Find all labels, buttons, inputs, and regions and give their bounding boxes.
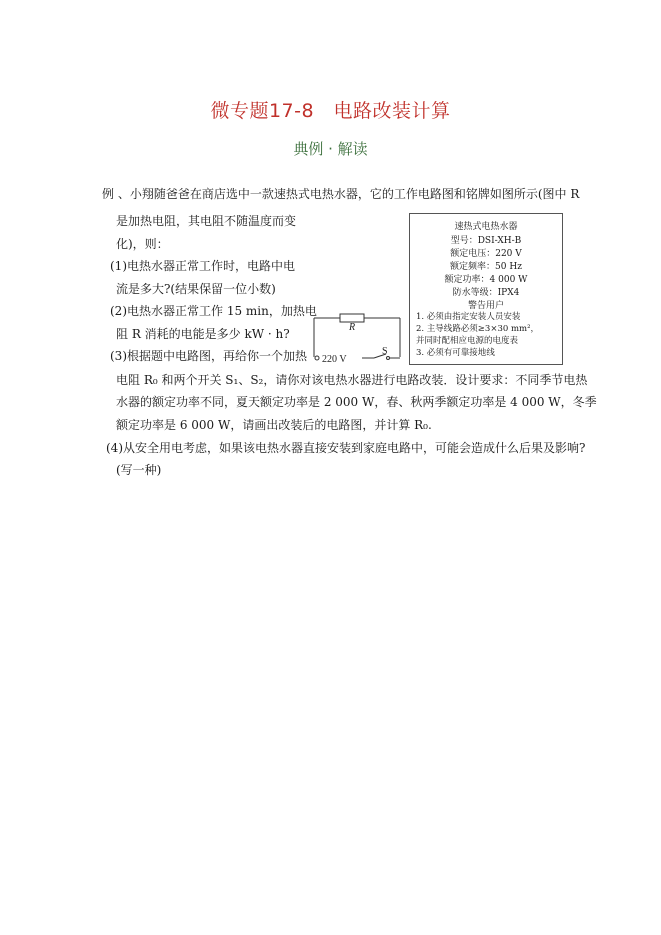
terminal-left [315, 356, 319, 360]
nameplate-power: 额定功率：4 000 W [444, 275, 528, 285]
switch-label: S [382, 346, 388, 357]
problem-line-11: 额定功率是 6 000 W，请画出改装后的电路图，并计算 R₀. [116, 418, 432, 432]
nameplate-frequency: 额定频率：50 Hz [450, 262, 522, 272]
nameplate-warning-2b: 并同时配相应电源的电度表 [416, 336, 519, 346]
nameplate-voltage: 额定电压：220 V [450, 249, 522, 259]
problem-line-9: 电阻 R₀ 和两个开关 S₁、S₂，请你对该电热水器进行电路改装．设计要求：不同季节电热 [116, 373, 588, 387]
problem-line-1: 例 、小翔随爸爸在商店选中一款速热式电热水器，它的工作电路图和铭牌如图所示(图中 R [102, 187, 580, 201]
problem-line-8: (3)根据题中电路图，再给你一个加热 [110, 349, 307, 363]
problem-line-13: (写一种) [116, 463, 162, 477]
nameplate-title: 速热式电热水器 [454, 222, 518, 232]
problem-line-10: 水器的额定功率不同，夏天额定功率是 2 000 W，春、秋两季额定功率是 4 000 W，冬季 [116, 395, 597, 409]
nameplate-waterproof: 防水等级：IPX4 [452, 288, 520, 298]
problem-line-12: (4)从安全用电考虑，如果该电热水器直接安装到家庭电路中，可能会造成什么后果及影响? [106, 441, 586, 455]
circuit-diagram [312, 310, 404, 366]
problem-line-3: 化)，则： [116, 237, 169, 251]
page-title: 微专题17-8 电路改装计算 [210, 100, 451, 122]
problem-line-2: 是加热电阻，其电阻不随温度而变 [116, 214, 297, 228]
resistor-label: R [348, 322, 356, 333]
section-subtitle: 典例 · 解读 [293, 140, 368, 158]
nameplate-model: 型号：DSI-XH-B [450, 236, 522, 246]
problem-line-4: (1)电热水器正常工作时，电路中电 [110, 259, 295, 273]
nameplate-warning-1: 1. 必须由指定安装人员安装 [416, 312, 521, 322]
nameplate-warning-3: 3. 必须有可靠接地线 [416, 348, 495, 358]
nameplate-warning-2: 2. 主导线路必须≥3×30 mm²， [416, 324, 540, 334]
nameplate-box [409, 213, 563, 365]
problem-line-5: 流是多大?(结果保留一位小数) [116, 282, 276, 296]
resistor-symbol [340, 314, 364, 322]
voltage-label: 220 V [322, 354, 347, 365]
nameplate-warning-heading: 警告用户 [467, 301, 504, 311]
problem-line-6: (2)电热水器正常工作 15 min，加热电 [110, 304, 317, 318]
problem-line-7: 阻 R 消耗的电能是多少 kW · h? [116, 327, 290, 341]
